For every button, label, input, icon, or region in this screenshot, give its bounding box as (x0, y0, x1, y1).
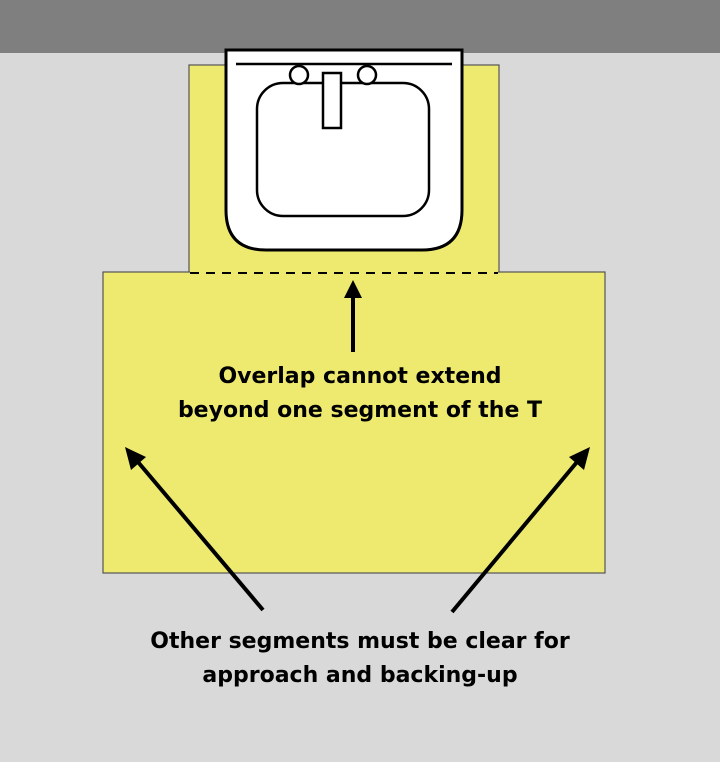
segments-note-line2: approach and backing-up (202, 663, 518, 688)
faucet-handle-left (290, 66, 308, 84)
sink-bowl (257, 83, 429, 216)
faucet-handle-right (358, 66, 376, 84)
overlap-note (160, 360, 560, 428)
faucet-spout (323, 73, 341, 128)
segments-note (130, 625, 590, 693)
overlap-note-line1: Overlap cannot extend (218, 364, 502, 389)
wall (0, 0, 720, 53)
sink (226, 50, 462, 250)
segments-note-line1: Other segments must be clear for (150, 629, 570, 654)
overlap-note-line2: beyond one segment of the T (177, 398, 543, 423)
